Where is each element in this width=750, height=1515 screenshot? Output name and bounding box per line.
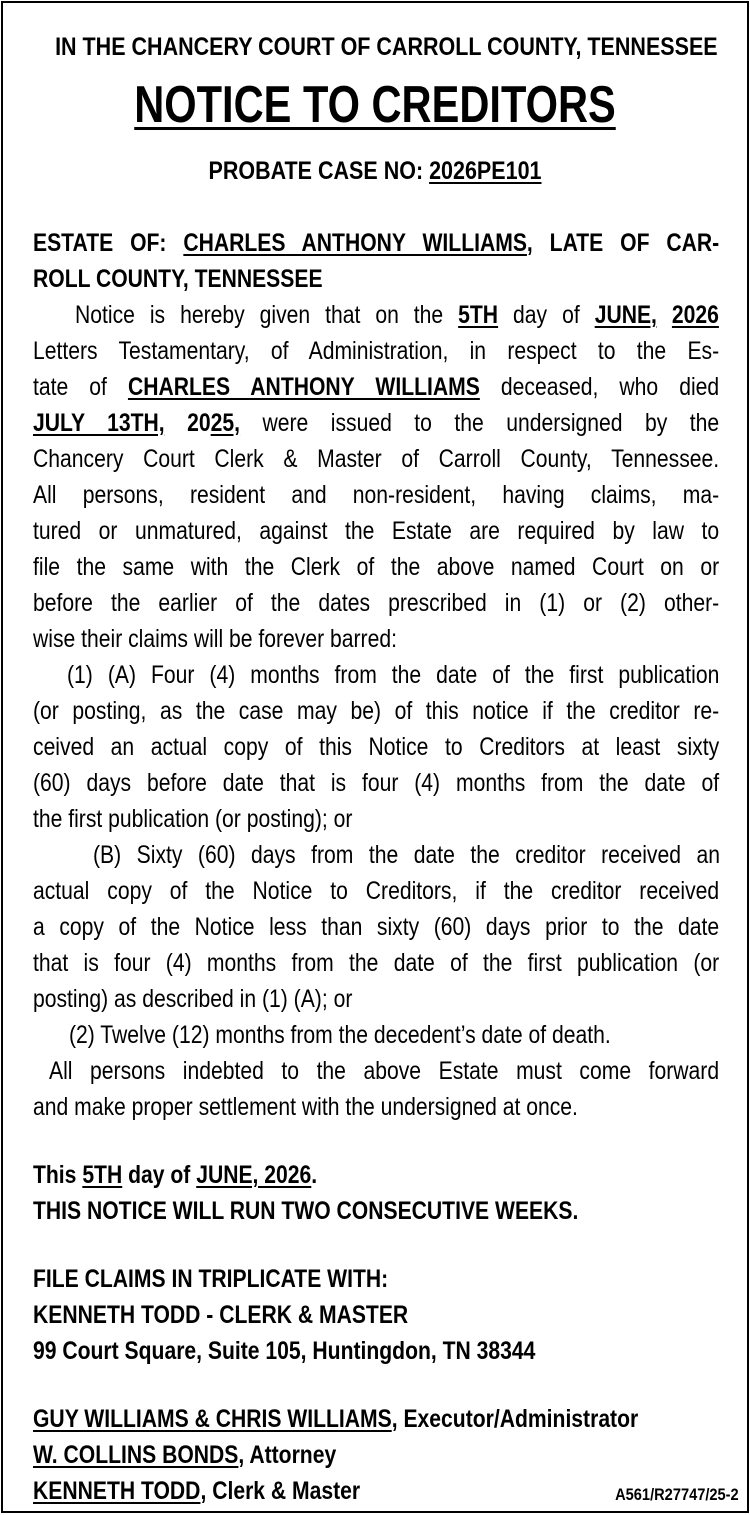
clause-b-line-2: actual copy of the Notice to Creditors, if the creditor received [33, 877, 720, 905]
clause-b-line-1: (B) Sixty (60) days from the date the creditor received an [93, 841, 720, 869]
run-notice-line: THIS NOTICE WILL RUN TWO CONSECUTIVE WEEKS. [33, 1197, 579, 1225]
notice-line-9: before the earlier of the dates prescribed in (1) or (2) other- [33, 589, 720, 617]
clause-b-line-3: a copy of the Notice less than sixty (60) days prior to the date [33, 913, 720, 941]
signature-executors: GUY WILLIAMS & CHRIS WILLIAMS, Executor/Administrator [33, 1405, 639, 1433]
notice-title: NOTICE TO CREDITORS [134, 76, 616, 134]
notice-line-2: Letters Testamentary, of Administration, in respect to the Es- [33, 337, 720, 365]
notice-line-8: file the same with the Clerk of the above named Court on or [33, 553, 720, 581]
court-heading: IN THE CHANCERY COURT OF CARROLL COUNTY, TENNESSEE [55, 33, 718, 61]
indebted-line-2: and make proper settlement with the undersigned at once. [33, 1093, 578, 1121]
estate-line-2: ROLL COUNTY, TENNESSEE [33, 265, 323, 293]
notice-line-3: tate of CHARLES ANTHONY WILLIAMS deceased, who died [33, 373, 720, 401]
case-number-line: PROBATE CASE NO: 2026PE101 [208, 157, 542, 185]
legal-notice [1, 1, 749, 1513]
clause-1a-line-2: (or posting, as the case may be) of this notice if the creditor re- [33, 697, 720, 725]
indebted-line-1: All persons indebted to the above Estate must come forward [49, 1057, 720, 1085]
notice-line-6: All persons, resident and non-resident, having claims, ma- [33, 481, 720, 509]
notice-line-7: tured or unmatured, against the Estate are required by law to [33, 517, 720, 545]
clause-b-line-4: that is four (4) months from the date of the first publication (or [33, 949, 720, 977]
estate-line-1: ESTATE OF: CHARLES ANTHONY WILLIAMS, LATE OF CAR- [33, 229, 720, 257]
publication-reference: A561/R27747/25-2 [615, 1485, 739, 1504]
notice-line-1: Notice is hereby given that on the 5TH day of JUNE, 2026 [75, 301, 719, 329]
notice-line-5: Chancery Court Clerk & Master of Carroll County, Tennessee. [33, 445, 720, 473]
clause-2-line: (2) Twelve (12) months from the decedent’s date of death. [69, 1021, 611, 1049]
case-number: 2026PE101 [429, 157, 542, 185]
clause-b-line-5: posting) as described in (1) (A); or [33, 985, 353, 1013]
clause-1a-line-5: the first publication (or posting); or [33, 805, 353, 833]
signature-clerk: KENNETH TODD, Clerk & Master [33, 1477, 361, 1505]
signature-attorney: W. COLLINS BONDS, Attorney [33, 1441, 337, 1469]
dated-line: This 5TH day of JUNE, 2026. [33, 1161, 318, 1189]
notice-line-4: JULY 13TH, 2025, were issued to the undersigned by the [33, 409, 720, 437]
clause-1a-line-4: (60) days before date that is four (4) months from the date of [33, 769, 720, 797]
notice-line-10: wise their claims will be forever barred: [33, 625, 397, 653]
clause-1a-line-3: ceived an actual copy of this Notice to Creditors at least sixty [33, 733, 720, 761]
claims-clerk: KENNETH TODD - CLERK & MASTER [33, 1301, 409, 1329]
claims-heading: FILE CLAIMS IN TRIPLICATE WITH: [33, 1265, 389, 1293]
claims-address: 99 Court Square, Suite 105, Huntingdon, TN 38344 [33, 1337, 536, 1365]
clause-1a-line-1: (1) (A) Four (4) months from the date of the first publication [67, 661, 720, 689]
estate-name: CHARLES ANTHONY WILLIAMS [183, 229, 527, 257]
